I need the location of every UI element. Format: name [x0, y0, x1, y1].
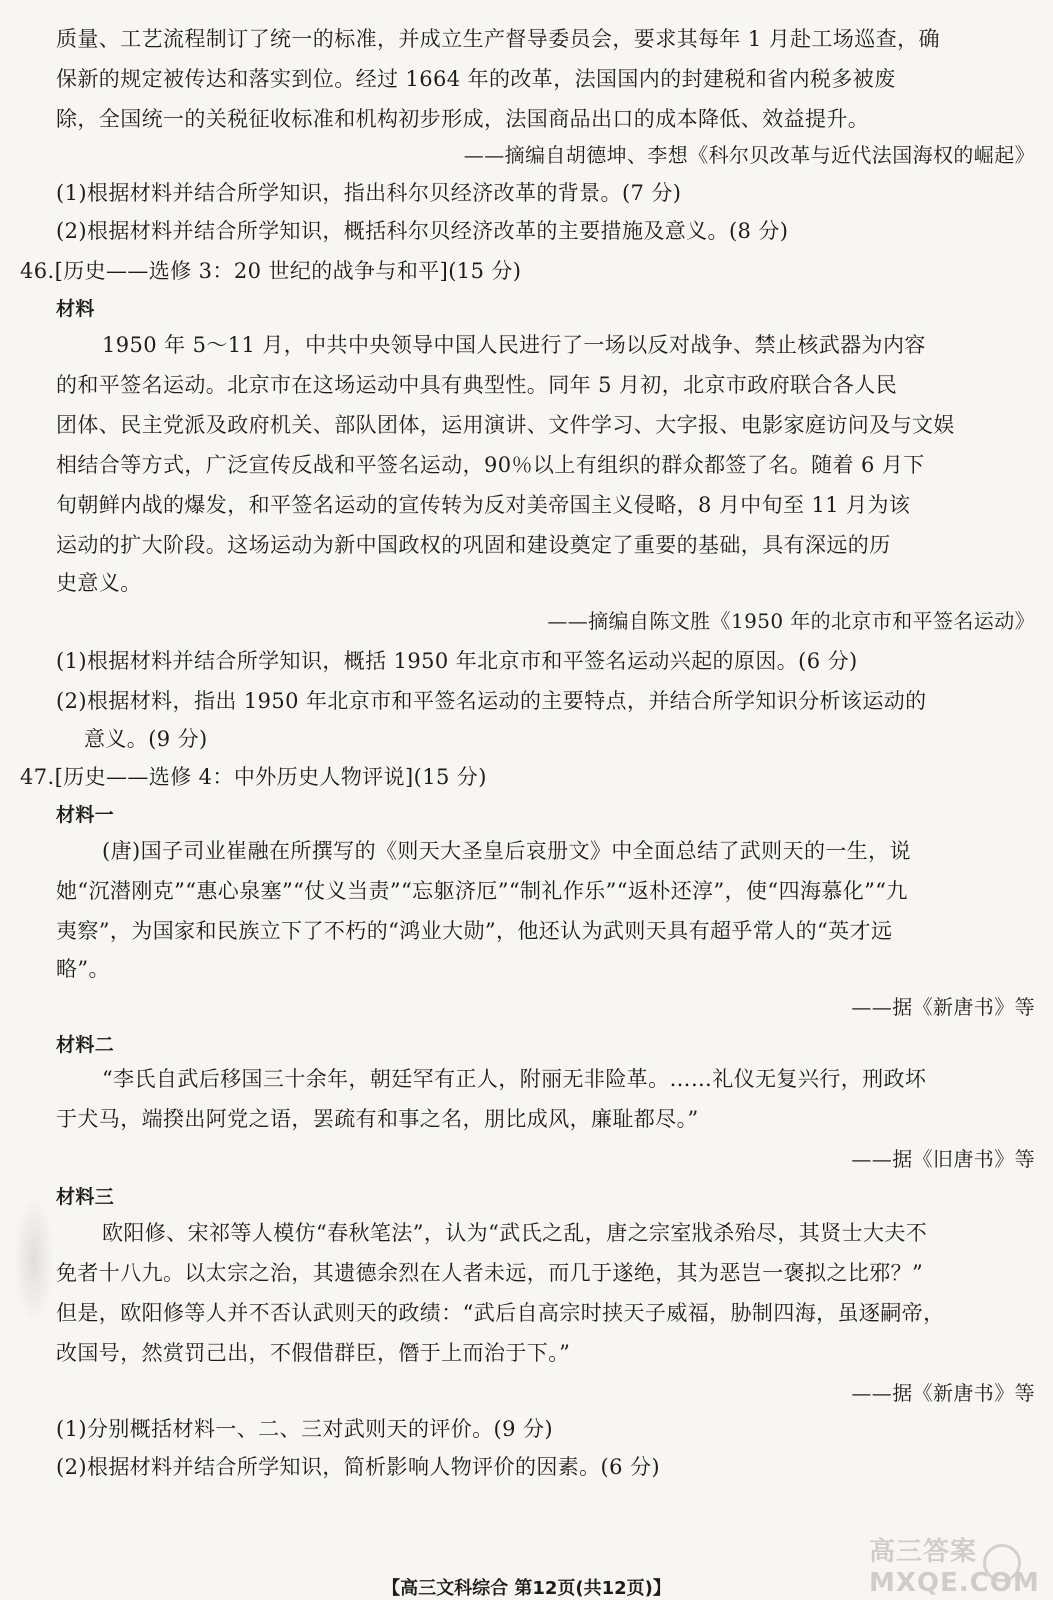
- text-line: 运动的扩大阶段。这场运动为新中国政权的巩固和建设奠定了重要的基础，具有深远的历: [56, 533, 891, 557]
- watermark-text: 高三答案 MXQE.COM: [869, 1537, 1040, 1598]
- text-line: 略”。: [56, 957, 110, 981]
- text-line: 于犬马，端揆出阿党之语，罢疏有和事之名，朋比成风，廉耻都尽。”: [56, 1107, 699, 1131]
- text-line: 史意义。: [56, 571, 142, 595]
- text-line: 相结合等方式，广泛宣传反战和平签名运动，90％以上有组织的群众都签了名。随着 6 月下: [56, 453, 925, 477]
- text-line: 她“沉潜刚克”“惠心泉塞”“仗义当责”“忘躯济厄”“制礼作乐”“返朴还淳”，使“四海慕化”“九: [56, 879, 908, 903]
- question-item: (2)根据材料并结合所学知识，简析影响人物评价的因素。(6 分): [56, 1455, 660, 1479]
- material-label: 材料一: [56, 804, 115, 826]
- text-line: 1950 年 5～11 月，中共中央领导中国人民进行了一场以反对战争、禁止核武器为内容: [102, 333, 926, 357]
- text-line: 夷察”，为国家和民族立下了不朽的“鸿业大勋”，他还认为武则天具有超乎常人的“英才远: [56, 919, 893, 943]
- source-citation: ——据《新唐书》等: [851, 1381, 1035, 1405]
- question-item: (2)根据材料，指出 1950 年北京市和平签名运动的主要特点，并结合所学知识分析该运动的: [56, 689, 927, 713]
- material-label: 材料: [56, 298, 95, 320]
- text-line: 除，全国统一的关税征收标准和机构初步形成，法国商品出口的成本降低、效益提升。: [56, 107, 870, 131]
- text-line: “李氏自武后移国三十余年，朝廷罕有正人，附丽无非险革。……礼仪无复兴行，刑政坏: [102, 1067, 927, 1091]
- material-label: 材料三: [56, 1186, 115, 1208]
- question-heading: 47.[历史——选修 4：中外历史人物评说](15 分): [20, 765, 487, 789]
- text-line: 欧阳修、宋祁等人模仿“春秋笔法”，认为“武氏之乱，唐之宗室戕杀殆尽，其贤士大夫不: [102, 1221, 928, 1245]
- watermark-logo: [865, 1538, 1047, 1600]
- text-line: 改国号，然赏罚己出，不假借群臣，僭于上而治于下。”: [56, 1341, 571, 1365]
- question-item: (1)根据材料并结合所学知识，概括 1950 年北京市和平签名运动兴起的原因。(6 分): [56, 649, 858, 673]
- question-item: (2)根据材料并结合所学知识，概括科尔贝经济改革的主要措施及意义。(8 分): [56, 219, 789, 243]
- material-label: 材料二: [56, 1034, 115, 1056]
- question-item: (1)根据材料并结合所学知识，指出科尔贝经济改革的背景。(7 分): [56, 181, 682, 205]
- source-citation: ——摘编自胡德坤、李想《科尔贝改革与近代法国海权的崛起》: [463, 143, 1035, 167]
- page-footer: 【高三文科综合 第12页(共12页)】: [382, 1578, 671, 1599]
- text-line: 的和平签名运动。北京市在这场运动中具有典型性。同年 5 月初，北京市政府联合各人民: [56, 373, 898, 397]
- text-line: 保新的规定被传达和落实到位。经过 1664 年的改革，法国国内的封建税和省内税多被废: [56, 67, 896, 91]
- text-line: 团体、民主党派及政府机关、部队团体，运用演讲、文件学习、大字报、电影家庭访问及与文娱: [56, 413, 955, 437]
- text-line: 免者十八九。以太宗之治，其遗德余烈在人者未远，而几于遂绝，其为恶岂一褒拟之比邪？”: [56, 1261, 924, 1285]
- question-item: (1)分别概括材料一、二、三对武则天的评价。(9 分): [56, 1417, 553, 1441]
- text-line: 旬朝鲜内战的爆发，和平签名运动的宣传转为反对美帝国主义侵略，8 月中旬至 11 月为该: [56, 493, 911, 517]
- text-line: 质量、工艺流程制订了统一的标准，并成立生产督导委员会，要求其每年 1 月赴工场巡查，确: [56, 27, 940, 51]
- text-line: 但是，欧阳修等人并不否认武则天的政绩：“武后自高宗时挟天子威福，胁制四海，虽逐嗣帝，: [56, 1301, 945, 1325]
- source-citation: ——摘编自陈文胜《1950 年的北京市和平签名运动》: [547, 609, 1035, 633]
- question-heading: 46.[历史——选修 3：20 世纪的战争与和平](15 分): [20, 259, 522, 283]
- text-line: (唐)国子司业崔融在所撰写的《则天大圣皇后哀册文》中全面总结了武则天的一生，说: [102, 839, 911, 863]
- question-item-cont: 意义。(9 分): [84, 727, 208, 751]
- source-citation: ——据《旧唐书》等: [851, 1147, 1035, 1171]
- source-citation: ——据《新唐书》等: [851, 995, 1035, 1019]
